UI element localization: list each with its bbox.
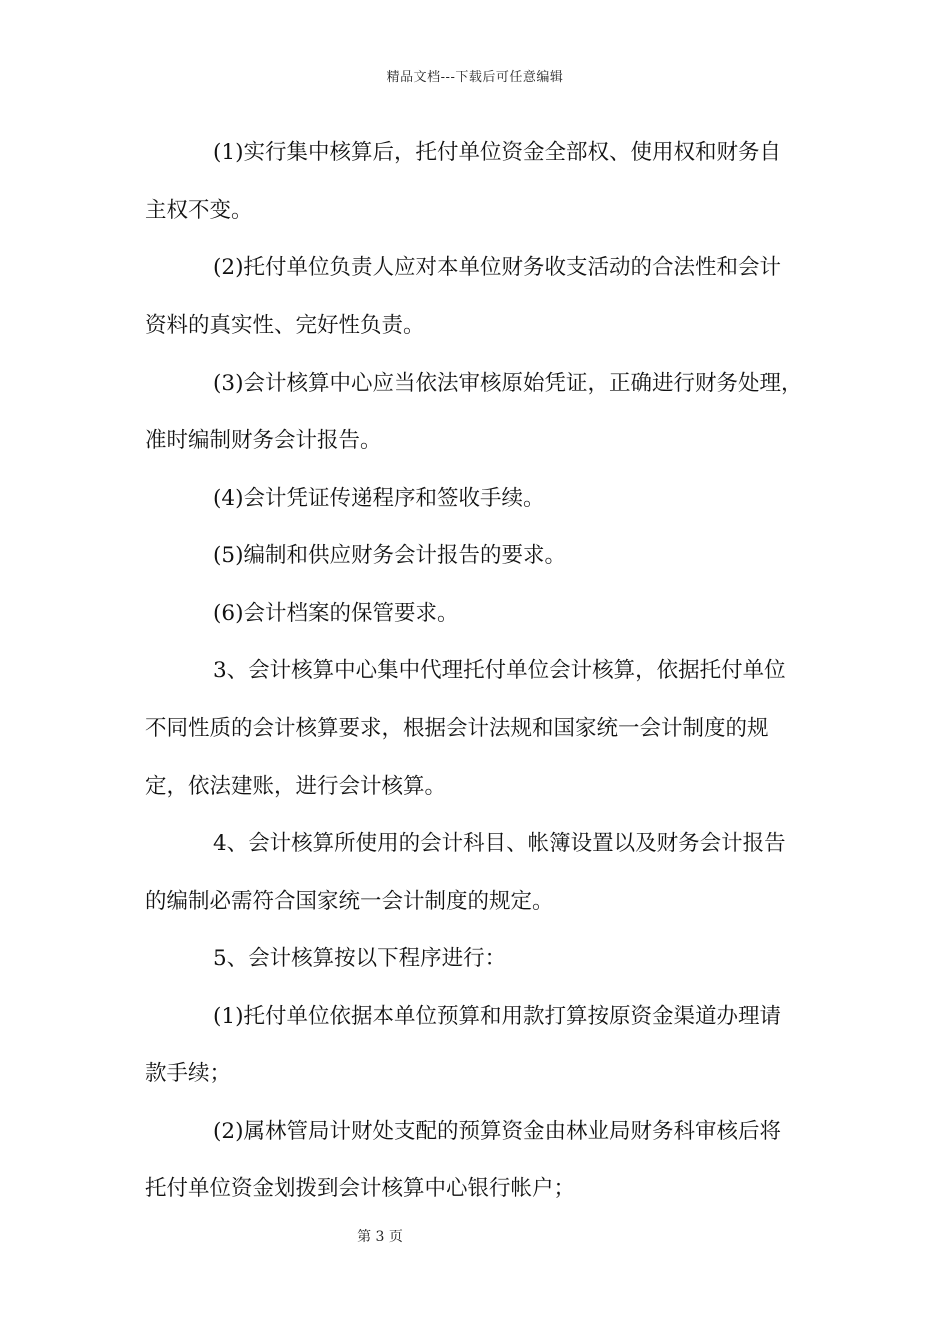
paragraph-line: 资料的真实性、完好性负责。 [145,313,425,338]
paragraph-line: (6)会计档案的保管要求。 [213,601,459,626]
paragraph-line: 主权不变。 [145,198,253,223]
paragraph-line: 款手续； [145,1061,232,1086]
paragraph-line: 托付单位资金划拨到会计核算中心银行帐户； [145,1176,576,1201]
paragraph-line: (1)实行集中核算后，托付单位资金全部权、使用权和财务自 [213,140,781,165]
paragraph-line: 准时编制财务会计报告。 [145,428,382,453]
paragraph-line: (2)托付单位负责人应对本单位财务收支活动的合法性和会计 [213,255,781,280]
paragraph-line: 4、会计核算所使用的会计科目、帐簿设置以及财务会计报告 [213,831,786,856]
paragraph-line: 不同性质的会计核算要求，根据会计法规和国家统一会计制度的规 [145,716,769,741]
paragraph-line: (2)属林管局计财处支配的预算资金由林业局财务科审核后将 [213,1119,781,1144]
paragraph-line: (5)编制和供应财务会计报告的要求。 [213,543,566,568]
paragraph-line: 5、会计核算按以下程序进行： [213,946,507,971]
paragraph-line: (4)会计凭证传递程序和签收手续。 [213,486,545,511]
paragraph-line: (3)会计核算中心应当依法审核原始凭证，正确进行财务处理， [213,371,803,396]
paragraph-line: (1)托付单位依据本单位预算和用款打算按原资金渠道办理请 [213,1004,781,1029]
paragraph-line: 3、会计核算中心集中代理托付单位会计核算，依据托付单位 [213,658,786,683]
page-header: 精品文档---下载后可任意编辑 [386,70,564,85]
page-number: 第 3 页 [357,1229,403,1245]
paragraph-line: 的编制必需符合国家统一会计制度的规定。 [145,889,554,914]
paragraph-line: 定，依法建账，进行会计核算。 [145,774,447,799]
